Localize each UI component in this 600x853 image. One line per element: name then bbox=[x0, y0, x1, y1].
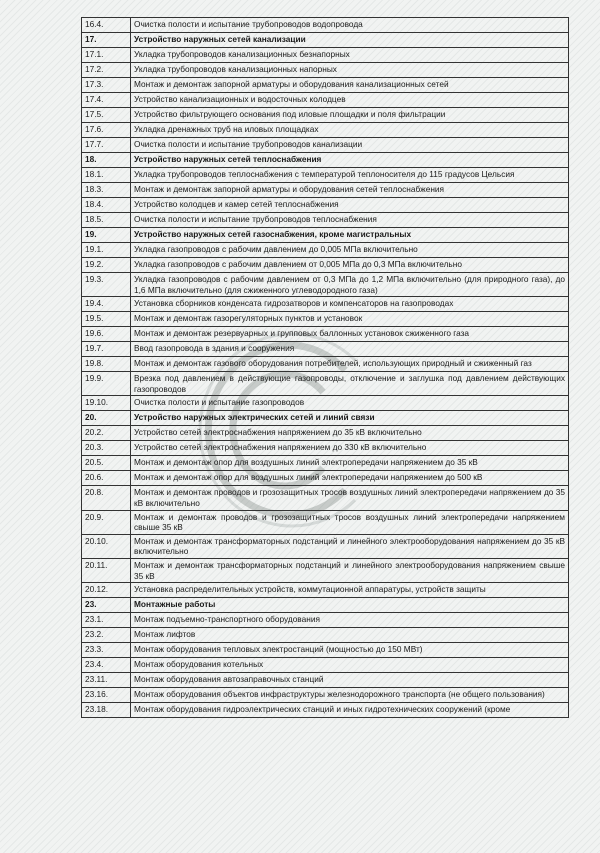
table-row bbox=[82, 372, 569, 396]
row-text: Монтаж оборудования гидроэлектрических станций и иных гидротехнических сооружений (кроме bbox=[131, 703, 569, 718]
row-number: 20.12. bbox=[82, 583, 131, 598]
row-number: 20.11. bbox=[82, 559, 131, 583]
row-text: Укладка газопроводов с рабочим давлением от 0,005 МПа до 0,3 МПа включительно bbox=[131, 258, 569, 273]
row-number: 20.8. bbox=[82, 486, 131, 510]
table-row bbox=[82, 168, 569, 183]
table-row bbox=[82, 486, 569, 510]
row-number: 17.2. bbox=[82, 63, 131, 78]
row-number: 20.6. bbox=[82, 471, 131, 486]
row-text: Монтаж оборудования автозаправочных станций bbox=[131, 673, 569, 688]
row-text: Укладка газопроводов с рабочим давлением от 0,3 МПа до 1,2 МПа включительно (для природного газа), до 1,6 МПа включительно (для сжиженного углеводородного газа) bbox=[131, 273, 569, 297]
row-number: 16.4. bbox=[82, 18, 131, 33]
row-text: Монтаж оборудования тепловых электростанций (мощностью до 150 МВт) bbox=[131, 643, 569, 658]
row-number: 19. bbox=[82, 228, 131, 243]
row-text: Устройство колодцев и камер сетей теплоснабжения bbox=[131, 198, 569, 213]
row-text: Очистка полости и испытание газопроводов bbox=[131, 396, 569, 411]
table-row bbox=[82, 471, 569, 486]
row-number: 20.9. bbox=[82, 510, 131, 534]
table-row bbox=[82, 93, 569, 108]
row-number: 17.4. bbox=[82, 93, 131, 108]
table-row bbox=[82, 138, 569, 153]
table-row bbox=[82, 559, 569, 583]
table-row bbox=[82, 396, 569, 411]
row-text: Монтаж и демонтаж газового оборудования потребителей, использующих природный и сжиженный газ bbox=[131, 357, 569, 372]
row-number: 20.10. bbox=[82, 534, 131, 558]
row-text: Монтаж и демонтаж запорной арматуры и оборудования сетей теплоснабжения bbox=[131, 183, 569, 198]
section-header-row bbox=[82, 411, 569, 426]
table-row bbox=[82, 688, 569, 703]
row-text: Укладка трубопроводов канализационных безнапорных bbox=[131, 48, 569, 63]
row-text: Устройство сетей электроснабжения напряжением до 330 кВ включительно bbox=[131, 441, 569, 456]
row-number: 20.2. bbox=[82, 426, 131, 441]
table-row bbox=[82, 658, 569, 673]
section-header-row bbox=[82, 33, 569, 48]
row-number: 20.5. bbox=[82, 456, 131, 471]
row-text: Монтаж лифтов bbox=[131, 628, 569, 643]
row-text: Монтаж оборудования объектов инфраструктуры железнодорожного транспорта (не общего пользования) bbox=[131, 688, 569, 703]
row-text: Монтаж и демонтаж трансформаторных подстанций и линейного электрооборудования напряжением до 35 кВ включительно bbox=[131, 534, 569, 558]
row-text: Укладка газопроводов с рабочим давлением до 0,005 МПа включительно bbox=[131, 243, 569, 258]
row-text: Монтажные работы bbox=[131, 598, 569, 613]
table-row bbox=[82, 628, 569, 643]
row-text: Устройство наружных электрических сетей и линий связи bbox=[131, 411, 569, 426]
table-row bbox=[82, 703, 569, 718]
row-number: 17.7. bbox=[82, 138, 131, 153]
table-row bbox=[82, 213, 569, 228]
row-text: Монтаж и демонтаж проводов и грозозащитных тросов воздушных линий электропередачи напряжением свыше 35 кВ bbox=[131, 510, 569, 534]
row-number: 17. bbox=[82, 33, 131, 48]
row-text: Монтаж и демонтаж проводов и грозозащитных тросов воздушных линий электропередачи напряжением до 35 кВ включительно bbox=[131, 486, 569, 510]
row-text: Очистка полости и испытание трубопроводов теплоснабжения bbox=[131, 213, 569, 228]
row-text: Монтаж оборудования котельных bbox=[131, 658, 569, 673]
row-number: 19.10. bbox=[82, 396, 131, 411]
row-number: 19.8. bbox=[82, 357, 131, 372]
table-row bbox=[82, 342, 569, 357]
table-row bbox=[82, 48, 569, 63]
row-number: 18.5. bbox=[82, 213, 131, 228]
table-row bbox=[82, 273, 569, 297]
table-row bbox=[82, 534, 569, 558]
row-number: 19.2. bbox=[82, 258, 131, 273]
table-row bbox=[82, 327, 569, 342]
section-header-row bbox=[82, 228, 569, 243]
row-text: Устройство наружных сетей канализации bbox=[131, 33, 569, 48]
row-text: Укладка трубопроводов канализационных напорных bbox=[131, 63, 569, 78]
table-row bbox=[82, 198, 569, 213]
section-header-row bbox=[82, 153, 569, 168]
table-row bbox=[82, 643, 569, 658]
row-number: 18.1. bbox=[82, 168, 131, 183]
row-text: Монтаж и демонтаж газорегуляторных пунктов и установок bbox=[131, 312, 569, 327]
row-text: Врезка под давлением в действующие газопроводы, отключение и заглушка под давлением действующих газопроводов bbox=[131, 372, 569, 396]
row-number: 23.2. bbox=[82, 628, 131, 643]
section-header-row bbox=[82, 598, 569, 613]
row-text: Монтаж подъемно-транспортного оборудования bbox=[131, 613, 569, 628]
row-number: 17.6. bbox=[82, 123, 131, 138]
row-number: 23.1. bbox=[82, 613, 131, 628]
row-number: 18.3. bbox=[82, 183, 131, 198]
row-text: Монтаж и демонтаж трансформаторных подстанций и линейного электрооборудования напряжением свыше 35 кВ bbox=[131, 559, 569, 583]
row-number: 23.16. bbox=[82, 688, 131, 703]
table-row bbox=[82, 613, 569, 628]
row-text: Очистка полости и испытание трубопроводов водопровода bbox=[131, 18, 569, 33]
row-number: 19.4. bbox=[82, 297, 131, 312]
row-number: 19.6. bbox=[82, 327, 131, 342]
row-text: Устройство канализационных и водосточных колодцев bbox=[131, 93, 569, 108]
row-number: 20.3. bbox=[82, 441, 131, 456]
row-text: Монтаж и демонтаж резервуарных и групповых баллонных установок сжиженного газа bbox=[131, 327, 569, 342]
table-row bbox=[82, 123, 569, 138]
table-row bbox=[82, 673, 569, 688]
table-row bbox=[82, 18, 569, 33]
table-row bbox=[82, 108, 569, 123]
row-number: 19.7. bbox=[82, 342, 131, 357]
table-row bbox=[82, 510, 569, 534]
row-number: 23.4. bbox=[82, 658, 131, 673]
table-row bbox=[82, 426, 569, 441]
row-number: 17.3. bbox=[82, 78, 131, 93]
works-table bbox=[81, 17, 569, 718]
row-text: Очистка полости и испытание трубопроводов канализации bbox=[131, 138, 569, 153]
table-row bbox=[82, 456, 569, 471]
row-number: 18. bbox=[82, 153, 131, 168]
row-text: Устройство наружных сетей теплоснабжения bbox=[131, 153, 569, 168]
row-text: Монтаж и демонтаж опор для воздушных линий электропередачи напряжением до 500 кВ bbox=[131, 471, 569, 486]
table-row bbox=[82, 583, 569, 598]
row-text: Установка сборников конденсата гидрозатворов и компенсаторов на газопроводах bbox=[131, 297, 569, 312]
row-number: 19.1. bbox=[82, 243, 131, 258]
row-number: 17.5. bbox=[82, 108, 131, 123]
row-text: Укладка дренажных труб на иловых площадках bbox=[131, 123, 569, 138]
row-number: 19.5. bbox=[82, 312, 131, 327]
table-row bbox=[82, 441, 569, 456]
table-row bbox=[82, 312, 569, 327]
row-number: 19.9. bbox=[82, 372, 131, 396]
row-text: Устройство наружных сетей газоснабжения, кроме магистральных bbox=[131, 228, 569, 243]
row-text: Монтаж и демонтаж запорной арматуры и оборудования канализационных сетей bbox=[131, 78, 569, 93]
row-number: 23.3. bbox=[82, 643, 131, 658]
row-number: 23.11. bbox=[82, 673, 131, 688]
table-row bbox=[82, 243, 569, 258]
table-row bbox=[82, 78, 569, 93]
row-text: Устройство сетей электроснабжения напряжением до 35 кВ включительно bbox=[131, 426, 569, 441]
row-text: Монтаж и демонтаж опор для воздушных линий электропередачи напряжением до 35 кВ bbox=[131, 456, 569, 471]
table-row bbox=[82, 183, 569, 198]
row-number: 17.1. bbox=[82, 48, 131, 63]
row-text: Устройство фильтрующего основания под иловые площадки и поля фильтрации bbox=[131, 108, 569, 123]
table-row bbox=[82, 258, 569, 273]
row-number: 18.4. bbox=[82, 198, 131, 213]
row-text: Ввод газопровода в здания и сооружения bbox=[131, 342, 569, 357]
row-number: 23. bbox=[82, 598, 131, 613]
row-number: 20. bbox=[82, 411, 131, 426]
row-text: Установка распределительных устройств, коммутационной аппаратуры, устройств защиты bbox=[131, 583, 569, 598]
table-row bbox=[82, 63, 569, 78]
table-row bbox=[82, 297, 569, 312]
table-row bbox=[82, 357, 569, 372]
row-number: 23.18. bbox=[82, 703, 131, 718]
row-number: 19.3. bbox=[82, 273, 131, 297]
row-text: Укладка трубопроводов теплоснабжения с температурой теплоносителя до 115 градусов Цельсия bbox=[131, 168, 569, 183]
